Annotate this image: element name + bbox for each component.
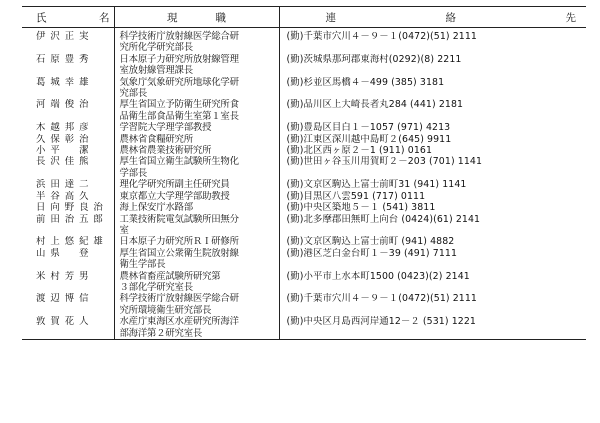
table-row (22, 28, 586, 54)
member-position: 農林省農業技術研究所 (114, 145, 279, 156)
member-contact: (勤)文京区駒込上富士前町31 (941) 1141 (279, 179, 586, 190)
member-roster-table (22, 6, 586, 340)
table-row (22, 316, 586, 339)
table-row (22, 248, 586, 271)
member-position: 厚生省国立公衆衛生院放射線 衛生学部長 (114, 248, 279, 271)
header-position: 現 職 (114, 7, 279, 28)
member-name: 半 谷 高 久 (36, 190, 90, 202)
member-position: 日本原子力研究所ＲＩ研修所 (114, 236, 279, 247)
member-position: 海上保安庁水路部 (114, 202, 279, 213)
table-row (22, 99, 586, 122)
member-contact: (勤)文京区駒込上富士前町 (941) 4882 (279, 236, 586, 247)
member-contact: (勤)北多摩郡田無町上向台 (0424)(61) 2141 (279, 214, 586, 237)
member-position: 水産庁東海区水産研究所海洋 部海洋第２研究室長 (114, 316, 279, 339)
member-name: 小 平 潔 (36, 145, 90, 157)
member-position: 農林省食糧研究所 (114, 134, 279, 145)
member-name: 山 県 登 (36, 247, 90, 259)
member-contact: (勤)江東区深川越中島町２(645) 9911 (279, 134, 586, 145)
member-position: 厚生省国立衛生試験所生物化 学部長 (114, 156, 279, 179)
member-contact: (勤)中央区築地５－１ (541) 3811 (279, 202, 586, 213)
table-row (22, 122, 586, 133)
member-position: 理化学研究所副主任研究員 (114, 179, 279, 190)
member-position: 気象庁気象研究所地球化学研 究部長 (114, 77, 279, 100)
member-name: 久 保 彰 治 (36, 133, 90, 145)
member-contact: (勤)港区芝白金台町１－39 (491) 7111 (279, 248, 586, 271)
table-header-row (22, 7, 586, 28)
member-name: 村 上 悠 紀 雄 (36, 236, 104, 248)
member-name: 渡 辺 博 信 (36, 293, 90, 305)
member-position: 科学技術庁放射線医学総合研 究所環境衛生研究部長 (114, 293, 279, 316)
member-contact: (勤)品川区上大崎長者丸284 (441) 2181 (279, 99, 586, 122)
member-name: 木 越 邦 彦 (36, 122, 90, 134)
member-contact: (勤)中央区月島西河岸通12－２ (531) 1221 (279, 316, 586, 339)
table-row (22, 145, 586, 156)
member-position: 厚生省国立予防衛生研究所食 品衛生部食品衛生室第１室長 (114, 99, 279, 122)
table-row (22, 77, 586, 100)
member-position: 日本原子力研究所放射線管理 室放射線管理課長 (114, 54, 279, 77)
header-contact: 連 絡 先 (279, 7, 586, 28)
table-row (22, 271, 586, 294)
member-contact: (勤)世田ヶ谷玉川用賀町２－203 (701) 1141 (279, 156, 586, 179)
member-name: 長 沢 佳 熊 (36, 156, 90, 168)
member-name: 河 端 俊 治 (36, 99, 90, 111)
member-contact: (勤)千葉市穴川４－９－１(0472)(51) 2111 (279, 293, 586, 316)
member-name: 米 村 芳 男 (36, 270, 90, 282)
member-name: 伊 沢 正 実 (36, 31, 90, 42)
member-contact: (勤)北区西ヶ原２－1 (911) 0161 (279, 145, 586, 156)
member-contact: (勤)茨城県那珂郡東海村(0292)(8) 2211 (279, 54, 586, 77)
table-row (22, 191, 586, 202)
member-position: 東京都立大学理学部助教授 (114, 191, 279, 202)
member-name: 浜 田 達 二 (36, 179, 90, 191)
member-contact: (勤)千葉市穴川４－９－１(0472)(51) 2111 (279, 28, 586, 54)
table-row (22, 54, 586, 77)
header-name: 氏 名 (22, 7, 114, 28)
member-name: 敦 賀 花 人 (36, 316, 90, 328)
table-row (22, 202, 586, 213)
table-row (22, 293, 586, 316)
member-position: 工業技術院電気試験所田無分 室 (114, 214, 279, 237)
member-position: 学習院大学理学部教授 (114, 122, 279, 133)
member-contact: (勤)豊島区目白１－1057 (971) 4213 (279, 122, 586, 133)
member-name: 葛 城 幸 雄 (36, 76, 90, 88)
table-row (22, 214, 586, 237)
member-name: 石 原 豊 秀 (36, 53, 90, 65)
member-position: 科学技術庁放射線医学総合研 究所化学研究部長 (114, 28, 279, 54)
table-row (22, 236, 586, 247)
member-name: 前 田 治 五 郎 (36, 213, 104, 225)
member-contact: (勤)目黒区八雲591 (717) 0111 (279, 191, 586, 202)
member-contact: (勤)杉並区馬橋４－499 (385) 3181 (279, 77, 586, 100)
table-row (22, 156, 586, 179)
table-row (22, 134, 586, 145)
member-position: 農林省畜産試験所研究第 ３部化学研究室長 (114, 271, 279, 294)
member-contact: (勤)小平市上水本町1500 (0423)(2) 2141 (279, 271, 586, 294)
table-row (22, 179, 586, 190)
member-name: 日 向 野 良 治 (36, 202, 104, 214)
